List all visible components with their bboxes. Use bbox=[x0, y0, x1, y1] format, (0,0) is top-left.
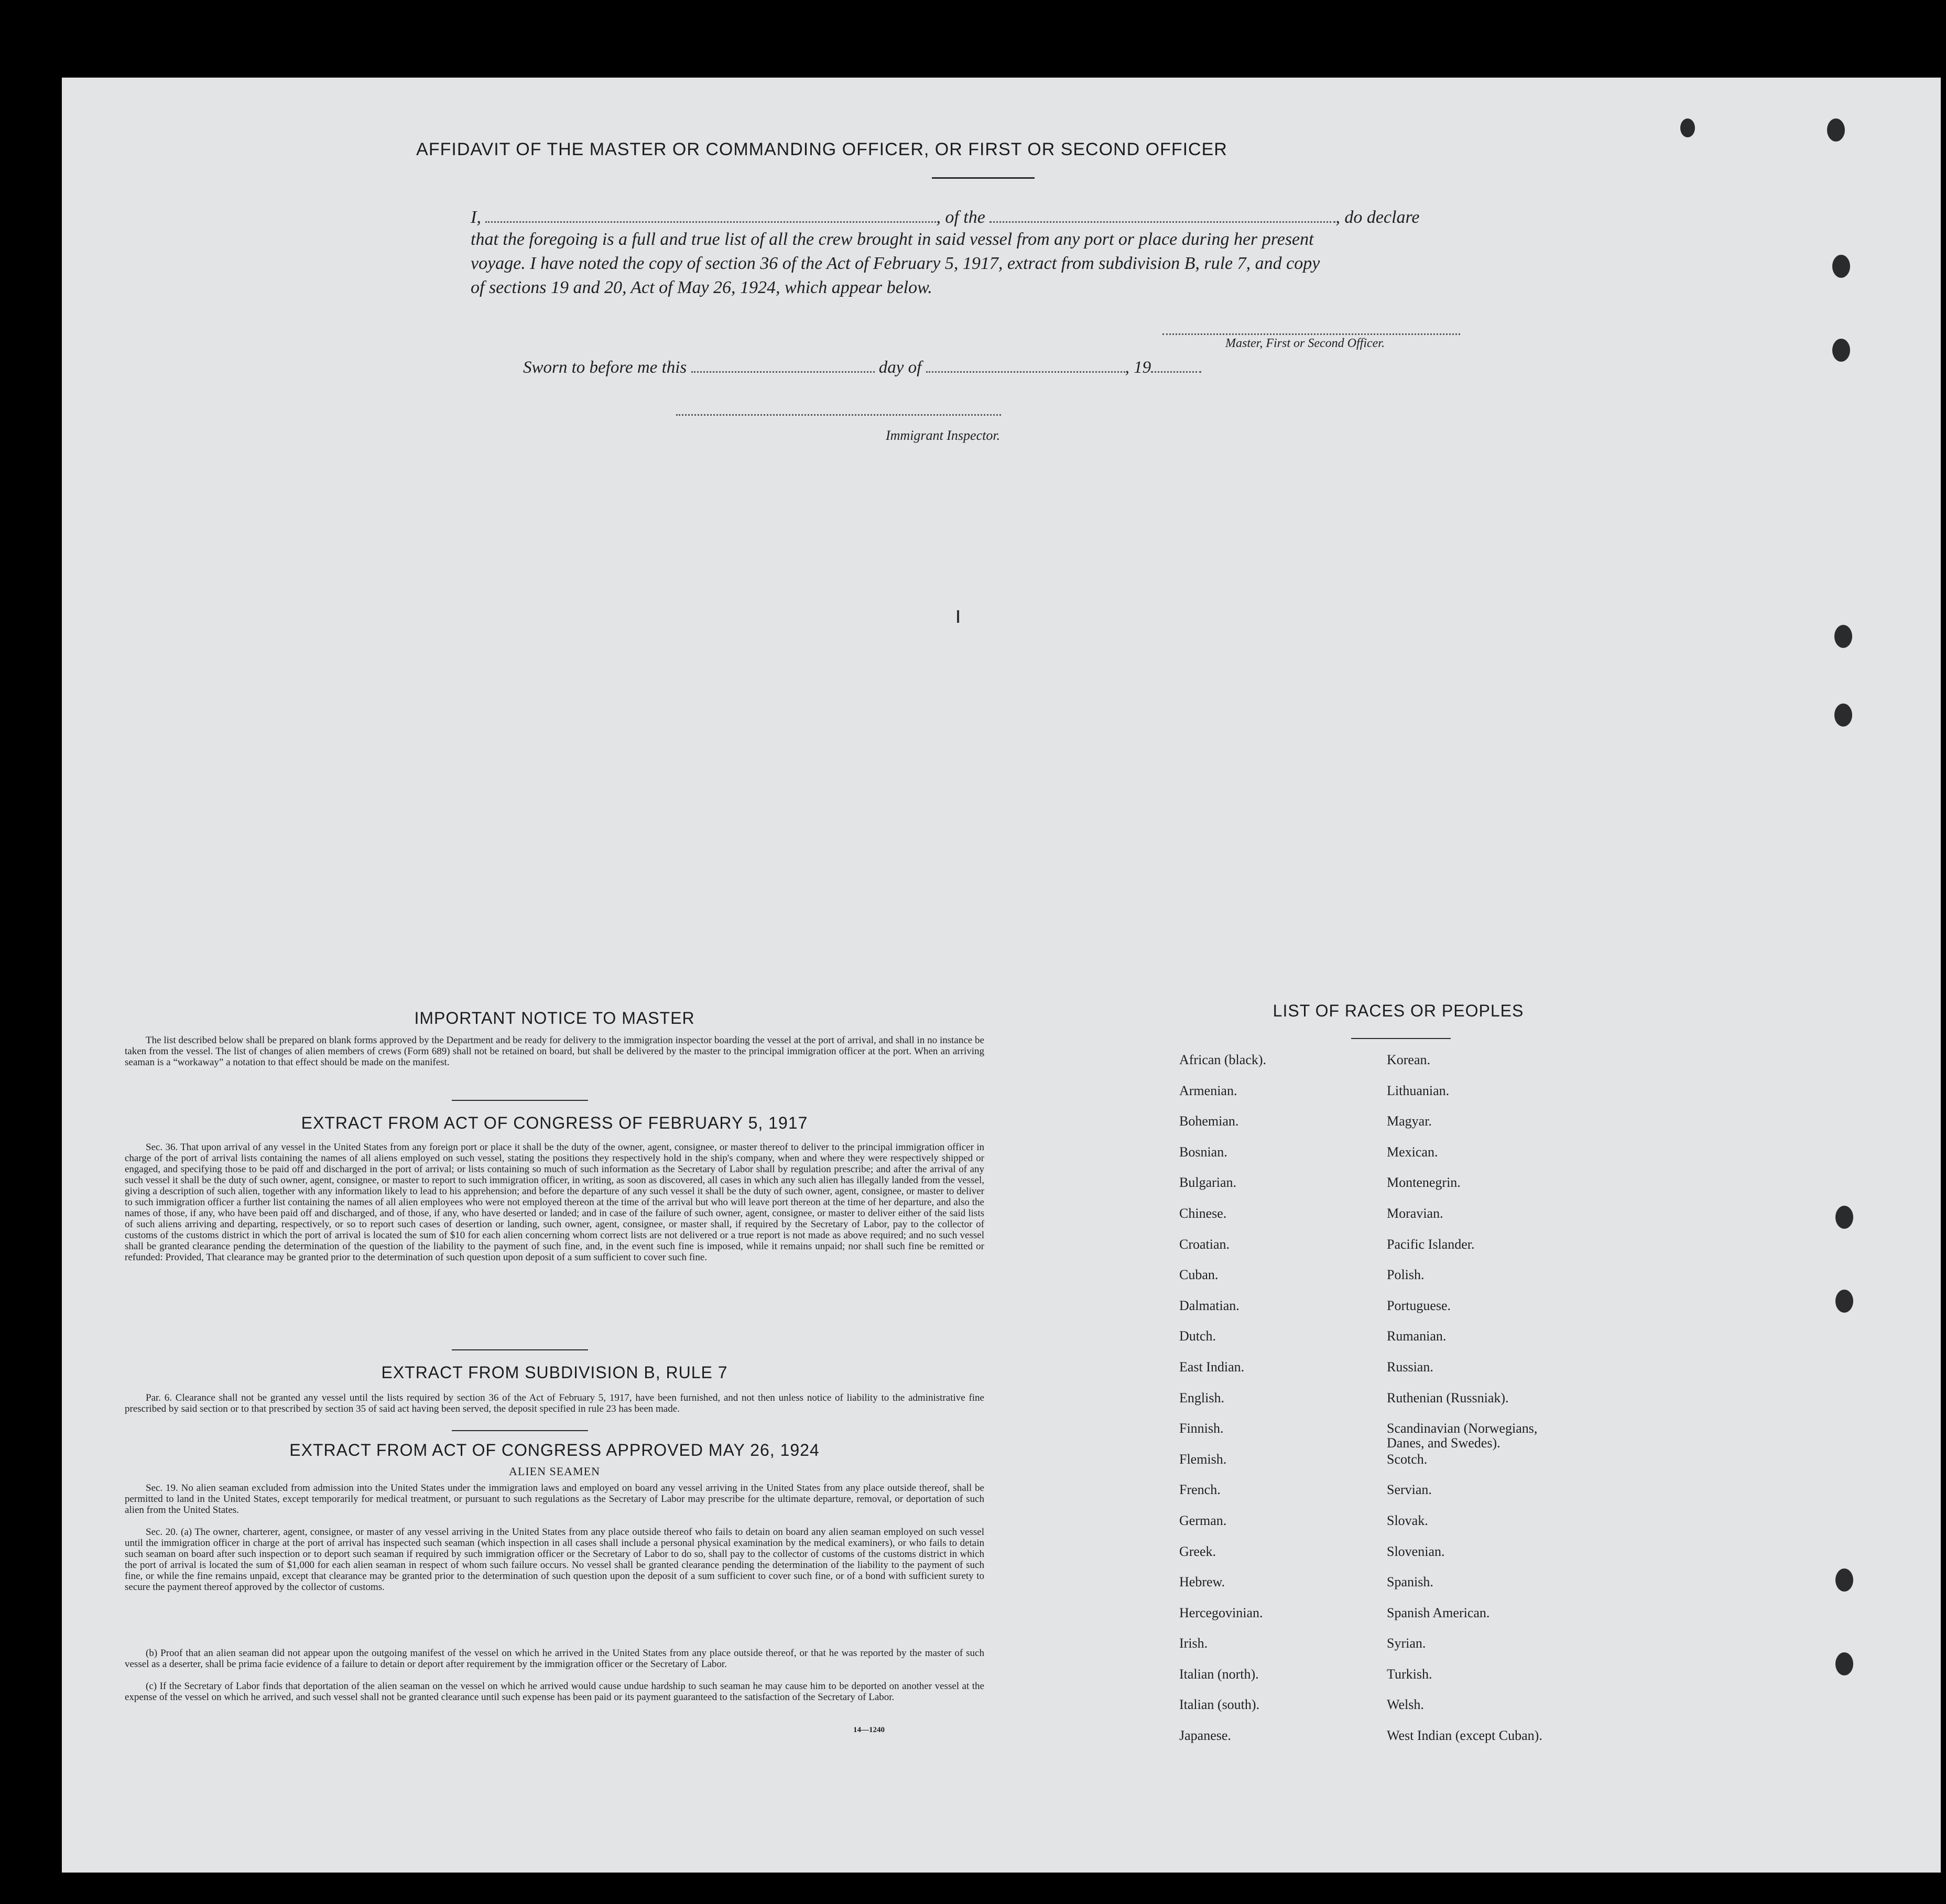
race-item: Rumanian. bbox=[1387, 1328, 1447, 1344]
race-item: Spanish. bbox=[1387, 1574, 1433, 1590]
affidavit-title: AFFIDAVIT OF THE MASTER OR COMMANDING OFFICER, OR FIRST OR SECOND OFFICER bbox=[416, 139, 1227, 159]
vessel-blank[interactable] bbox=[990, 205, 1335, 223]
race-item: Italian (north). bbox=[1179, 1666, 1259, 1682]
extract-rule7-title: EXTRACT FROM SUBDIVISION B, RULE 7 bbox=[381, 1363, 728, 1382]
declaration-do-declare: , do declare bbox=[1335, 208, 1420, 227]
punch-hole bbox=[1835, 1206, 1853, 1229]
races-title-underline bbox=[1351, 1038, 1451, 1039]
extract-1917-title: EXTRACT FROM ACT OF CONGRESS OF FEBRUARY 5, 1917 bbox=[301, 1113, 808, 1132]
sec20b-text: (b) Proof that an alien seaman did not appear upon the outgoing manifest of the vessel on which he arrived in the United States from any place outside thereof, or that he was reported by the master of such vessel as a deserter, shall be prima facie evidence of a failure to detain or deport after requirement by the immigration officer or the Secretary of Labor. bbox=[125, 1648, 984, 1670]
races-column-1 bbox=[1179, 1053, 1368, 1759]
signature-line[interactable] bbox=[1162, 333, 1460, 335]
race-item: Dutch. bbox=[1179, 1328, 1216, 1344]
race-item: Syrian. bbox=[1387, 1636, 1426, 1651]
race-item: Bohemian. bbox=[1179, 1113, 1239, 1129]
race-item: Dalmatian. bbox=[1179, 1297, 1240, 1313]
extract-1924-subtitle: ALIEN SEAMEN bbox=[509, 1465, 600, 1478]
inspector-signature-line[interactable] bbox=[676, 414, 1001, 416]
signature-caption: Master, First or Second Officer. bbox=[1225, 337, 1385, 350]
race-item: Slovak. bbox=[1387, 1512, 1428, 1528]
declaration-line bbox=[471, 205, 1420, 228]
race-item: German. bbox=[1179, 1512, 1227, 1528]
document-page bbox=[62, 78, 1941, 1873]
race-item: Korean. bbox=[1387, 1052, 1431, 1067]
race-item: Moravian. bbox=[1387, 1205, 1443, 1221]
race-item: Pacific Islander. bbox=[1387, 1236, 1475, 1252]
race-item: Cuban. bbox=[1179, 1267, 1219, 1283]
race-item: Slovenian. bbox=[1387, 1543, 1445, 1559]
section-divider bbox=[452, 1100, 588, 1101]
race-item: Scandinavian (Norwegians, Danes, and Swedes). bbox=[1387, 1421, 1538, 1451]
races-column-2 bbox=[1387, 1053, 1638, 1759]
sworn-day-blank[interactable] bbox=[691, 355, 875, 373]
notice-text: The list described below shall be prepared on blank forms approved by the Department and be ready for delivery to the immigration inspector boarding the vessel at the port of arrival, and shall in no instance be taken from the vessel. The list of changes of alien members of crews (Form 689) shall not be retained on board, but shall be delivered by the master to the principal immigration officer at the port. When an arriving seaman is a “workaway” a notation to that effect should be made on the manifest. bbox=[125, 1035, 984, 1068]
race-item: Polish. bbox=[1387, 1267, 1425, 1283]
races-title: LIST OF RACES OR PEOPLES bbox=[1273, 1001, 1524, 1020]
race-item: African (black). bbox=[1179, 1052, 1267, 1067]
punch-hole bbox=[1835, 1290, 1853, 1313]
declaration-body-line: voyage. I have noted the copy of section 36 of the Act of February 5, 1917, extract from subdivision B, rule 7, and copy bbox=[471, 254, 1320, 273]
punch-hole bbox=[1834, 704, 1852, 727]
punch-hole bbox=[1832, 339, 1850, 362]
race-item: Montenegrin. bbox=[1387, 1175, 1461, 1191]
race-item: Scotch. bbox=[1387, 1451, 1428, 1467]
race-item: Magyar. bbox=[1387, 1113, 1432, 1129]
race-item: Welsh. bbox=[1387, 1697, 1424, 1713]
section-divider bbox=[452, 1349, 588, 1350]
race-item: West Indian (except Cuban). bbox=[1387, 1728, 1542, 1744]
race-item: Finnish. bbox=[1179, 1421, 1224, 1436]
sworn-text: Sworn to before me this bbox=[523, 358, 687, 377]
race-item: Mexican. bbox=[1387, 1144, 1438, 1160]
race-item: Portuguese. bbox=[1387, 1297, 1451, 1313]
notice-title: IMPORTANT NOTICE TO MASTER bbox=[414, 1009, 695, 1027]
declaration-i: I, bbox=[471, 208, 481, 227]
race-item: Hebrew. bbox=[1179, 1574, 1225, 1590]
race-item: Bulgarian. bbox=[1179, 1175, 1237, 1191]
extract-1917-text: Sec. 36. That upon arrival of any vessel in the United States from any foreign port or place it shall be the duty of the owner, agent, consignee, or master thereof to deliver to the principal immigration officer in charge of the port of arrival lists containing the names of all aliens employed on such vessel, stating the positions they respectively hold in the ship's company, when and where they were respectively shipped or engaged, and specifying those to be paid off and discharged in the port of arrival; or lists containing so much of such information as the Secretary of Labor shall by regulation prescribe; and after the arrival of any such vessel it shall be the duty of such owner, agent, consignee, or master to report to such immigration officer, in writing, as soon as discovered, all cases in which any such alien has illegally landed from the vessel, giving a description of such alien, together with any information likely to lead to his apprehension; and before the departure of any such vessel it shall be the duty of such owner, agent, consignee, or master to deliver to such immigration officer a further list containing the names of all alien employees who were not employed thereon at the time of the arrival but who will leave port thereon at the time of her departure, and also the names of those, if any, who have been paid off and discharged, and of those, if any, who have deserted or landed; and in case of the failure of such owner, agent, consignee, or master to deliver either of the said lists of such aliens arriving and departing, respectively, or so to report such cases of desertion or landing, such owner, agent, consignee, or master shall, if required by the Secretary of Labor, pay to the collector of customs of the customs district in which the port of arrival is located the sum of $10 for each alien concerning whom correct lists are not delivered or a true report is not made as above required; and no such vessel shall be granted clearance pending the determination of the question of the liability to the payment of such fine, and, in the event such fine is imposed, while it remains unpaid; nor shall such fine be remitted or refunded: Provided, That clearance may be granted prior to the determination of such question upon deposit of a sum sufficient to cover such fine. bbox=[125, 1142, 984, 1263]
declaration-body-line: of sections 19 and 20, Act of May 26, 1924, which appear below. bbox=[471, 278, 932, 297]
race-item: Russian. bbox=[1387, 1359, 1433, 1375]
punch-hole bbox=[1832, 255, 1850, 278]
title-underline bbox=[932, 177, 1035, 179]
sworn-year-blank[interactable] bbox=[1151, 355, 1201, 373]
ink-mark bbox=[957, 610, 959, 623]
sworn-month-blank[interactable] bbox=[926, 355, 1125, 373]
race-item: Croatian. bbox=[1179, 1236, 1230, 1252]
sec19-text: Sec. 19. No alien seaman excluded from admission into the United States under the immigration laws and employed on board any vessel arriving in the United States from any place outside thereof, shall be permitted to land in the United States, except temporarily for medical treatment, or pursuant to such regulations as the Secretary of Labor may prescribe for the ultimate departure, removal, or deportation of such alien from the United States. bbox=[125, 1483, 984, 1516]
race-item: English. bbox=[1179, 1390, 1224, 1405]
declaration-of-the: , of the bbox=[936, 208, 985, 227]
punch-hole bbox=[1835, 1568, 1853, 1592]
race-item: Servian. bbox=[1387, 1482, 1432, 1498]
race-item: Italian (south). bbox=[1179, 1697, 1260, 1713]
section-divider bbox=[452, 1430, 588, 1431]
race-item: Irish. bbox=[1179, 1636, 1208, 1651]
year-prefix: , 19 bbox=[1125, 358, 1151, 377]
race-item: Ruthenian (Russniak). bbox=[1387, 1390, 1509, 1405]
race-item: Lithuanian. bbox=[1387, 1083, 1450, 1098]
day-of-text: day of bbox=[878, 358, 922, 377]
race-item: Bosnian. bbox=[1179, 1144, 1227, 1160]
sworn-line bbox=[523, 355, 1201, 377]
race-item: Japanese. bbox=[1179, 1728, 1231, 1744]
punch-hole bbox=[1834, 625, 1852, 648]
form-number: 14—1240 bbox=[853, 1726, 885, 1734]
extract-1924-title: EXTRACT FROM ACT OF CONGRESS APPROVED MAY 26, 1924 bbox=[289, 1441, 820, 1459]
punch-hole bbox=[1680, 118, 1695, 137]
name-blank[interactable] bbox=[485, 205, 936, 223]
declaration-body-line: that the foregoing is a full and true list of all the crew brought in said vessel from any port or place during her present bbox=[471, 230, 1314, 249]
sec20a-text: Sec. 20. (a) The owner, charterer, agent, consignee, or master of any vessel arriving in the United States from any place outside thereof who fails to detain on board any alien seaman employed on such vessel until the immigration officer in charge at the port of arrival has inspected such seaman (which inspection in all cases shall include a personal physical examination by the medical examiners), or who fails to detain such seaman on board after such inspection or to deport such seaman if required by such immigration officer or the Secretary of Labor to do so, shall pay to the collector of customs of the customs district in which the port of arrival is located the sum of $1,000 for each alien seaman in respect of whom such failure occurs. No vessel shall be granted clearance pending the determination of the liability to the payment of such fine, or while the fine remains unpaid, except that clearance may be granted prior to the determination of such question upon the deposit of a sum sufficient to cover such fine, or of a bond with sufficient surety to secure the payment thereof approved by the collector of customs. bbox=[125, 1527, 984, 1593]
race-item: French. bbox=[1179, 1482, 1221, 1498]
race-item: Hercegovinian. bbox=[1179, 1605, 1263, 1620]
extract-rule7-text: Par. 6. Clearance shall not be granted any vessel until the lists required by section 36 of the Act of February 5, 1917, have been furnished, and not then unless notice of liability to the administrative fine prescribed by said section or to that prescribed by section 35 of said act having been served, the deposit specified in rule 23 has been made. bbox=[125, 1392, 984, 1414]
race-item: Turkish. bbox=[1387, 1666, 1432, 1682]
race-item: Flemish. bbox=[1179, 1451, 1227, 1467]
punch-hole bbox=[1835, 1652, 1853, 1675]
inspector-caption: Immigrant Inspector. bbox=[886, 428, 1001, 443]
race-item: East Indian. bbox=[1179, 1359, 1245, 1375]
punch-hole bbox=[1827, 118, 1845, 142]
race-item: Spanish American. bbox=[1387, 1605, 1490, 1620]
race-item: Greek. bbox=[1179, 1543, 1216, 1559]
sec20c-text: (c) If the Secretary of Labor finds that deportation of the alien seaman on the vessel on which he arrived would cause undue hardship to such seaman he may cause him to be deported on another vessel at the expense of the vessel on which he arrived, and such vessel shall not be granted clearance until such expense has been paid or its payment guaranteed to the satisfaction of the Secretary of Labor. bbox=[125, 1681, 984, 1703]
race-item: Chinese. bbox=[1179, 1205, 1227, 1221]
race-item: Armenian. bbox=[1179, 1083, 1237, 1098]
